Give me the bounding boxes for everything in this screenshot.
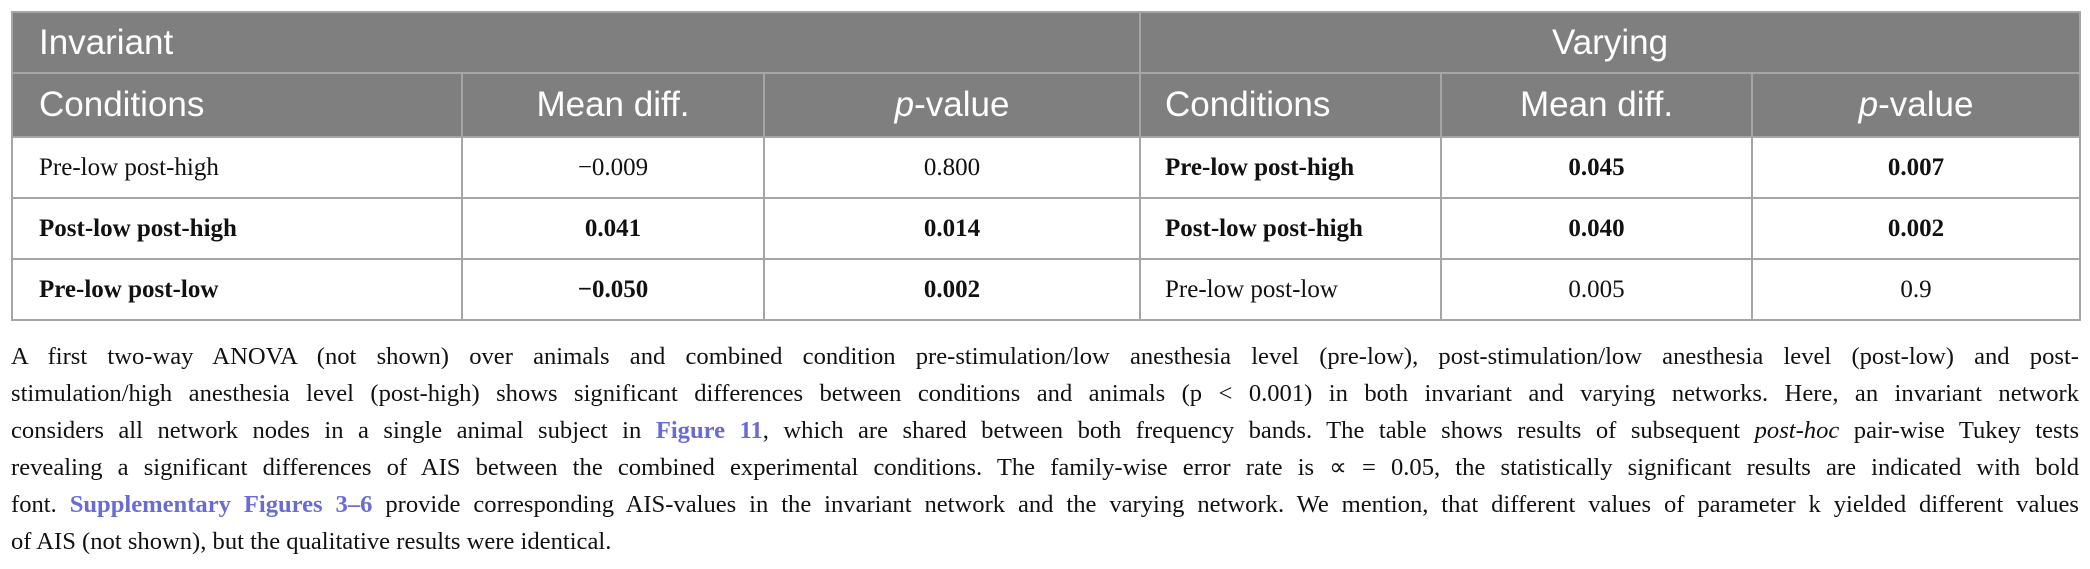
inv-mean-diff-cell: −0.050	[462, 259, 764, 320]
header-conditions-invariant: Conditions	[12, 73, 462, 137]
table-row	[12, 198, 2080, 259]
var-p-value-cell: 0.007	[1752, 137, 2080, 198]
results-table-container	[11, 11, 2079, 321]
figure-11-link[interactable]: Figure 11	[655, 417, 763, 444]
caption-text: pair-wise Tukey tests	[1839, 417, 2080, 444]
var-p-value-cell: 0.9	[1752, 259, 2080, 320]
inv-p-value-cell: 0.800	[764, 137, 1140, 198]
inv-condition-cell: Post-low post-high	[12, 198, 462, 259]
table-row	[12, 259, 2080, 320]
inv-p-value-cell: 0.014	[764, 198, 1140, 259]
caption-text: , which are shared between both frequency bands. The table shows results of subsequent	[762, 417, 1755, 444]
inv-p-value-cell: 0.002	[764, 259, 1140, 320]
caption-text: font.	[11, 491, 70, 518]
var-p-value-cell: 0.002	[1752, 198, 2080, 259]
caption-line: A first two-way ANOVA (not shown) over animals and combined condition pre-stimulation/low anesthesia level (pre-low), post-stimulation/low anesthesia level (post-low) and post-	[11, 343, 2079, 370]
supplementary-figures-link[interactable]: Supplementary Figures 3–6	[69, 491, 373, 518]
caption-line	[11, 486, 2079, 523]
var-condition-cell: Pre-low post-high	[1140, 137, 1441, 198]
var-condition-cell: Post-low post-high	[1140, 198, 1441, 259]
group-invariant-header: Invariant	[12, 12, 1140, 73]
caption-italic-text: post-hoc	[1754, 417, 1840, 444]
caption-line: of AIS (not shown), but the qualitative results were identical.	[11, 528, 612, 555]
inv-mean-diff-cell: 0.041	[462, 198, 764, 259]
header-p-value-invariant	[764, 73, 1140, 137]
var-condition-cell: Pre-low post-low	[1140, 259, 1441, 320]
caption-line: stimulation/high anesthesia level (post-high) shows significant differences between conditions and animals (p < 0.001) in both invariant and varying networks. Here, an invariant network	[11, 380, 2079, 407]
p-italic: p	[894, 85, 915, 124]
header-conditions-varying: Conditions	[1140, 73, 1441, 137]
p-rest: -value	[914, 85, 1010, 124]
table-row	[12, 137, 2080, 198]
inv-condition-cell: Pre-low post-low	[12, 259, 462, 320]
var-mean-diff-cell: 0.045	[1441, 137, 1752, 198]
var-mean-diff-cell: 0.005	[1441, 259, 1752, 320]
header-mean-diff-invariant: Mean diff.	[462, 73, 764, 137]
caption-text: provide corresponding AIS-values in the invariant network and the varying network. We mention, that different values of parameter k yielded different values	[372, 491, 2079, 518]
table-caption	[11, 338, 2079, 560]
group-header-row	[12, 12, 2080, 73]
var-mean-diff-cell: 0.040	[1441, 198, 1752, 259]
caption-line	[11, 412, 2079, 449]
column-header-row	[12, 73, 2080, 137]
p-rest: -value	[1878, 85, 1974, 124]
caption-line: revealing a significant differences of AIS between the combined experimental conditions. The family-wise error rate is ∝ = 0.05, the statistically significant results are indicated with bold	[11, 454, 2079, 481]
inv-mean-diff-cell: −0.009	[462, 137, 764, 198]
header-p-value-varying	[1752, 73, 2080, 137]
caption-text: considers all network nodes in a single animal subject in	[11, 417, 656, 444]
inv-condition-cell: Pre-low post-high	[12, 137, 462, 198]
header-mean-diff-varying: Mean diff.	[1441, 73, 1752, 137]
group-varying-header: Varying	[1140, 12, 2080, 73]
p-italic: p	[1858, 85, 1879, 124]
results-table	[11, 11, 2081, 321]
